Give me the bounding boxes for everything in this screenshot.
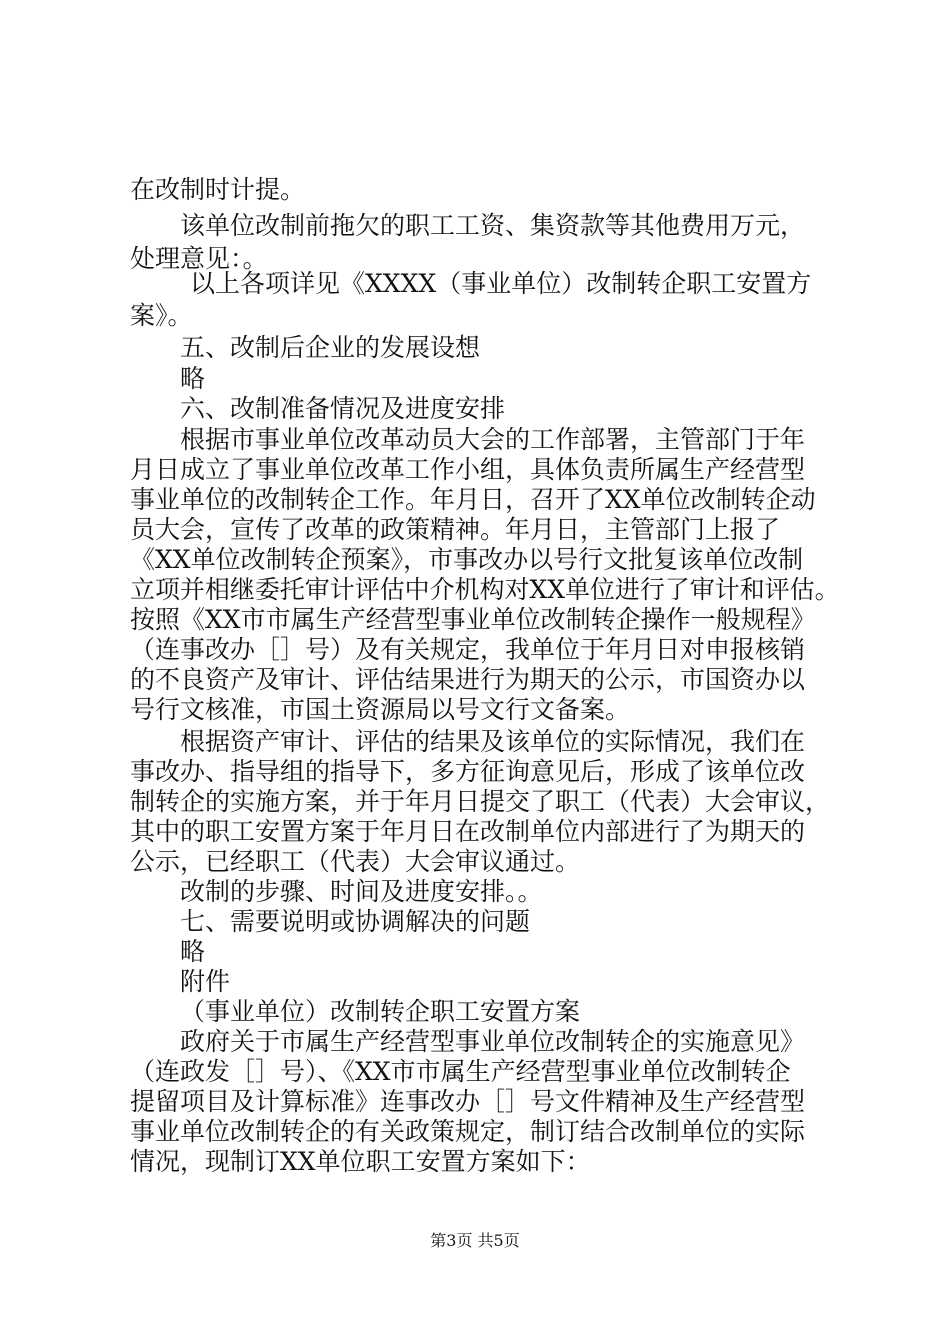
text-line: 附件 bbox=[180, 967, 231, 996]
text-line: （连事改办［］号）及有关规定，我单位于年月日对申报核销 bbox=[130, 635, 806, 664]
text-line: 处理意见：。 bbox=[130, 244, 268, 273]
text-line: 以上各项详见《XXXX（事业单位）改制转企职工安置方 bbox=[190, 269, 812, 298]
text-line: 情况，现制订XX单位职工安置方案如下： bbox=[130, 1147, 591, 1176]
text-line: 制转企的实施方案，并于年月日提交了职工（代表）大会审议， bbox=[130, 787, 831, 816]
text-line: 根据资产审计、评估的结果及该单位的实际情况，我们在 bbox=[180, 727, 806, 756]
text-line: 该单位改制前拖欠的职工工资、集资款等其他费用万元， bbox=[180, 211, 806, 240]
text-line: 立项并相继委托审计评估中介机构对XX单位进行了审计和评估。 bbox=[130, 575, 840, 604]
page-number: 第3页 共5页 bbox=[430, 1231, 520, 1250]
text-line: 其中的职工安置方案于年月日在改制单位内部进行了为期天的 bbox=[130, 817, 806, 846]
text-line: 在改制时计提。 bbox=[130, 175, 306, 204]
text-line: 号行文核准，市国土资源局以号文行文备案。 bbox=[130, 695, 631, 724]
text-line: 略 bbox=[180, 364, 206, 393]
section-heading: 七、需要说明或协调解决的问题 bbox=[180, 907, 531, 936]
text-line: 改制的步骤、时间及进度安排。。 bbox=[180, 877, 543, 906]
text-line: 事改办、指导组的指导下，多方征询意见后，形成了该单位改 bbox=[130, 757, 806, 786]
text-line: 提留项目及计算标准》连事改办［］号文件精神及生产经营型 bbox=[130, 1087, 806, 1116]
text-line: 略 bbox=[180, 937, 206, 966]
text-line: 公示，已经职工（代表）大会审议通过。 bbox=[130, 847, 581, 876]
text-line: 的不良资产及审计、评估结果进行为期天的公示，市国资办以 bbox=[130, 665, 806, 694]
text-line: 根据市事业单位改革动员大会的工作部署，主管部门于年 bbox=[180, 425, 806, 454]
text-line: 月日成立了事业单位改革工作小组，具体负责所属生产经营型 bbox=[130, 455, 806, 484]
text-line: 政府关于市属生产经营型事业单位改制转企的实施意见》 bbox=[180, 1027, 806, 1056]
text-line: 《XX单位改制转企预案》，市事改办以号行文批复该单位改制 bbox=[130, 545, 804, 574]
section-heading: 五、改制后企业的发展设想 bbox=[180, 333, 481, 362]
text-line: （连政发［］号）、《XX市市属生产经营型事业单位改制转企 bbox=[130, 1057, 791, 1086]
text-line: 案》。 bbox=[130, 301, 193, 330]
section-heading: 六、改制准备情况及进度安排 bbox=[180, 394, 506, 423]
text-line: 按照《XX市市属生产经营型事业单位改制转企操作一般规程》 bbox=[130, 605, 816, 634]
text-line: （事业单位）改制转企职工安置方案 bbox=[180, 997, 581, 1026]
text-line: 事业单位改制转企的有关政策规定，制订结合改制单位的实际 bbox=[130, 1117, 806, 1146]
text-line: 事业单位的改制转企工作。年月日，召开了XX单位改制转企动 bbox=[130, 485, 816, 514]
text-line: 员大会，宣传了改革的政策精神。年月日，主管部门上报了 bbox=[130, 515, 781, 544]
